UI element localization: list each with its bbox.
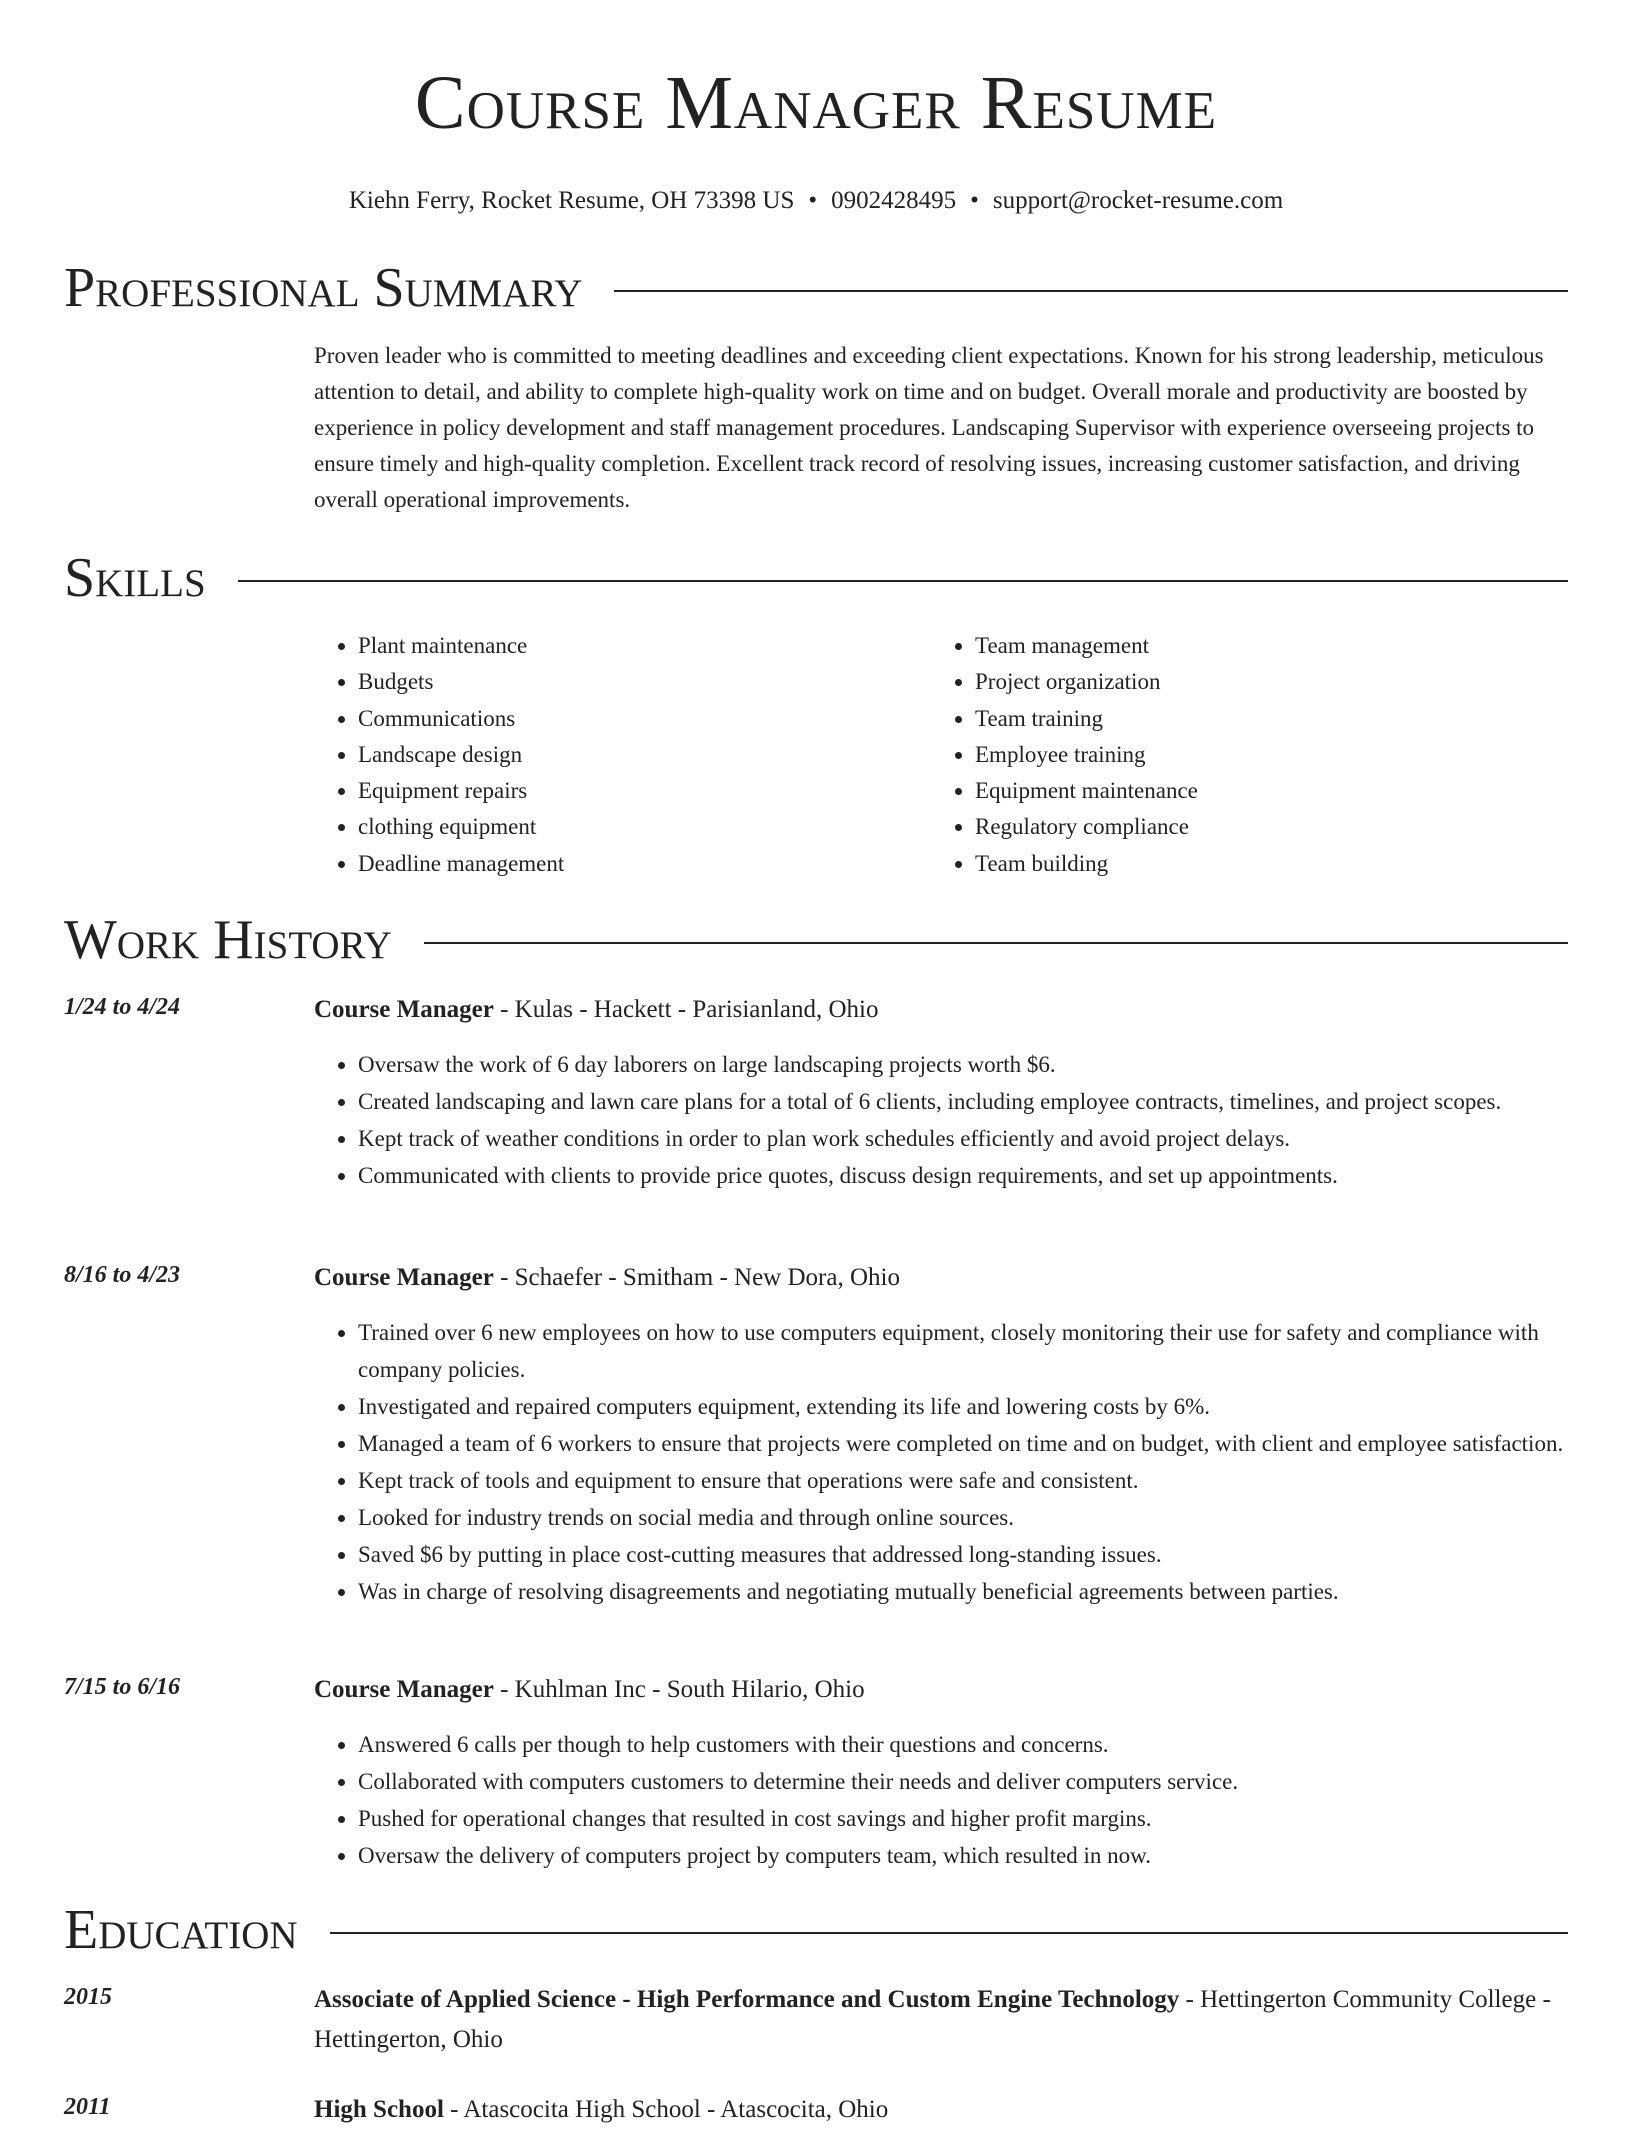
summary-text: Proven leader who is committed to meeting deadlines and exceeding client expectations. Known for his strong leadership, meticulous attention to detail, and ability to complete high-quality work on time and on budget. Overall morale and productivity are boosted by experience in policy development and staff management procedures. Landscaping Supervisor with experience overseeing projects to ensure timely and high-quality completion. Excellent track record of resolving issues, increasing customer satisfaction, and driving overall operational improvements.	[314, 343, 1544, 512]
skill-item: • Budgets	[358, 664, 931, 700]
education-heading	[314, 1980, 1568, 2060]
skill-item: • Landscape design	[358, 737, 931, 773]
job-heading	[314, 1258, 1568, 1298]
skill-item: • Project organization	[975, 664, 1548, 700]
section-header-education	[64, 1900, 1568, 1960]
section-divider	[424, 942, 1568, 944]
skill-item: • Plant maintenance	[358, 628, 931, 664]
section-header-skills	[64, 548, 1568, 608]
job-bullet: • Created landscaping and lawn care plans for a total of 6 clients, including employee contracts, timelines, and project scopes.	[358, 1083, 1568, 1120]
job-bullet: • Trained over 6 new employees on how to use computers equipment, closely monitoring their use for safety and compliance with company policies.	[358, 1314, 1568, 1388]
job-bullet: • Investigated and repaired computers equipment, extending its life and lowering costs by 6%.	[358, 1388, 1568, 1425]
resume-page	[64, 0, 1568, 2123]
job-bullet: • Looked for industry trends on social media and through online sources.	[358, 1499, 1568, 1536]
job-bullets	[314, 1314, 1568, 1610]
job-bullet: • Was in charge of resolving disagreements and negotiating mutually beneficial agreements between parties.	[358, 1573, 1568, 1610]
skill-item: • clothing equipment	[358, 809, 931, 845]
skill-item: • Team building	[975, 846, 1548, 882]
section-title-education: Education	[64, 1899, 298, 1961]
job-role: Course Manager	[314, 996, 494, 1023]
section-title-summary: Professional Summary	[64, 257, 583, 319]
job-dates: 7/15 to 6/16	[64, 1674, 181, 1700]
skill-item: • Communications	[358, 701, 931, 737]
education-degree: Associate of Applied Science - High Performance and Custom Engine Technology	[314, 1986, 1180, 2013]
education-school: - Hettingerton Community College - Hettingerton, Ohio	[314, 1986, 1551, 2053]
skills-list	[314, 628, 1568, 882]
skills-column-left	[314, 628, 931, 882]
skill-item: • Equipment maintenance	[975, 773, 1548, 809]
job-bullet: • Managed a team of 6 workers to ensure that projects were completed on time and on budget, with client and employee satisfaction.	[358, 1425, 1568, 1462]
job-bullet: • Pushed for operational changes that resulted in cost savings and higher profit margins.	[358, 1800, 1568, 1837]
skill-item: • Team management	[975, 628, 1548, 664]
section-divider	[614, 290, 1568, 292]
skill-item: • Deadline management	[358, 846, 931, 882]
skill-item: • Employee training	[975, 737, 1548, 773]
job-bullet: • Kept track of tools and equipment to ensure that operations were safe and consistent.	[358, 1462, 1568, 1499]
section-header-summary	[64, 258, 1568, 318]
job-bullet: • Kept track of weather conditions in order to plan work schedules efficiently and avoid project delays.	[358, 1120, 1568, 1157]
job-bullet: • Saved $6 by putting in place cost-cutting measures that addressed long-standing issues.	[358, 1536, 1568, 1573]
contact-address: Kiehn Ferry, Rocket Resume, OH 73398 US	[348, 187, 795, 214]
job-bullet: • Oversaw the work of 6 day laborers on large landscaping projects worth $6.	[358, 1046, 1568, 1083]
job-heading	[314, 990, 1568, 1030]
contact-phone: 0902428495	[831, 187, 957, 214]
job-heading	[314, 1670, 1568, 1710]
job-bullet: • Answered 6 calls per though to help customers with their questions and concerns.	[358, 1726, 1568, 1763]
skill-item: • Equipment repairs	[358, 773, 931, 809]
job-employer: - Schaefer - Smitham - New Dora, Ohio	[493, 1264, 900, 1291]
job-bullets	[314, 1726, 1568, 1874]
contact-separator: •	[970, 187, 979, 214]
contact-separator: •	[808, 187, 818, 214]
job-role: Course Manager	[314, 1264, 494, 1291]
job-employer: - Kuhlman Inc - South Hilario, Ohio	[493, 1676, 865, 1703]
contact-line	[64, 186, 1568, 216]
job-bullets	[314, 1046, 1568, 1194]
job-role: Course Manager	[314, 1676, 494, 1703]
education-degree: High School	[314, 2096, 444, 2123]
resume-title: Course Manager Resume	[414, 61, 1218, 145]
skill-item: • Regulatory compliance	[975, 809, 1548, 845]
section-header-work	[64, 910, 1568, 970]
skill-item: • Team training	[975, 701, 1548, 737]
job-bullet: • Collaborated with computers customers to determine their needs and deliver computers service.	[358, 1763, 1568, 1800]
section-title-skills: Skills	[64, 547, 206, 609]
skills-column-right	[931, 628, 1548, 882]
education-year: 2015	[64, 1984, 112, 2010]
education-year: 2011	[64, 2094, 111, 2120]
section-title-work: Work History	[64, 909, 392, 971]
contact-email: support@rocket-resume.com	[992, 187, 1284, 214]
education-heading	[314, 2090, 1568, 2130]
job-dates: 8/16 to 4/23	[64, 1262, 181, 1288]
job-bullet: • Communicated with clients to provide price quotes, discuss design requirements, and set up appointments.	[358, 1157, 1568, 1194]
section-divider	[330, 1932, 1568, 1934]
job-bullet: • Oversaw the delivery of computers project by computers team, which resulted in now.	[358, 1837, 1568, 1874]
job-dates: 1/24 to 4/24	[64, 994, 181, 1020]
education-school: - Atascocita High School - Atascocita, Ohio	[443, 2096, 889, 2123]
job-employer: - Kulas - Hackett - Parisianland, Ohio	[493, 996, 879, 1023]
section-divider	[238, 580, 1568, 582]
